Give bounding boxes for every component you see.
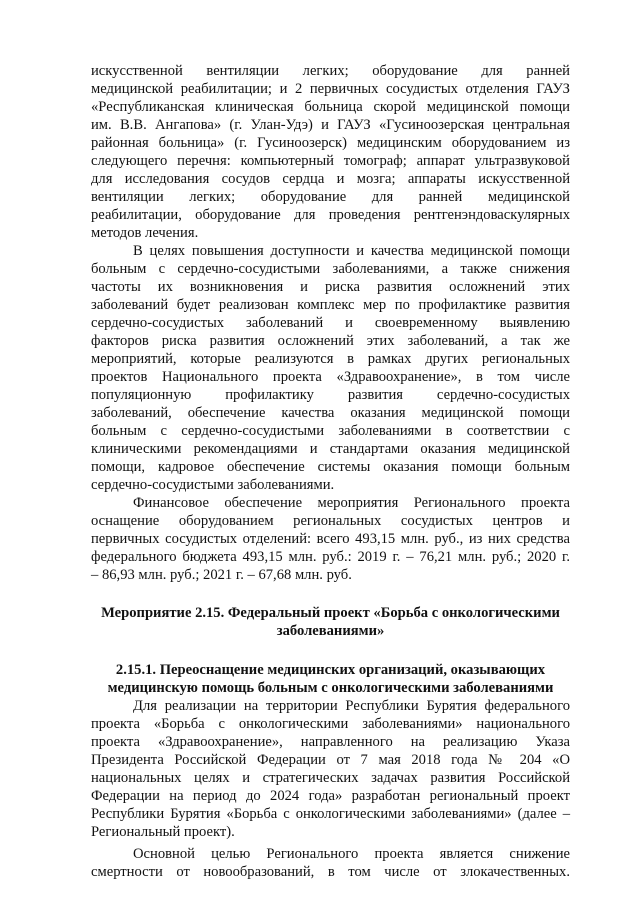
text-line: им. В.В. Ангапова» (г. Улан-Удэ) и ГАУЗ «Гусиноозерская центральная: [91, 117, 570, 133]
text-line: факторов риска развития осложнений этих заболеваний, а так же: [91, 333, 570, 349]
text-line: вентиляции легких; оборудование для ранней медицинской: [91, 189, 570, 205]
text-line: заболеваний, обеспечение качества оказания медицинской помощи: [91, 405, 570, 421]
text-line: первичных сосудистых отделений: всего 493,15 млн. руб., из них средства: [91, 531, 570, 547]
text-line: национальных целях и стратегических задачах развития Российской: [91, 770, 570, 786]
text-line: сердечно-сосудистых заболеваний и своевременному выявлению: [91, 315, 570, 331]
text-line: мероприятий, которые реализуются в рамках других региональных: [91, 351, 570, 367]
text-line: следующего перечня: компьютерный томограф; аппарат ультразвуковой: [91, 153, 570, 169]
text-line: клиническими рекомендациями и стандартами оказания медицинской: [91, 441, 570, 457]
text-line: Республики Бурятия «Борьба с онкологическими заболеваниями» (далее –: [91, 806, 570, 822]
text-line: популяционную профилактику развития сердечно-сосудистых: [91, 387, 570, 403]
text-line: районная больница» (г. Гусиноозерск) медицинским оборудованием из: [91, 135, 570, 151]
subsection-heading: 2.15.1. Переоснащение медицинских организаций, оказывающих: [115, 662, 546, 678]
text-line: смертности от новообразований, в том числе от злокачественных.: [91, 864, 570, 880]
text-line: Для реализации на территории Республики Бурятия федерального: [133, 698, 570, 714]
text-line: частоты их возникновения и риска развития осложнений этих: [91, 279, 570, 295]
text-line: Финансовое обеспечение мероприятия Регионального проекта: [133, 495, 570, 511]
text-line: Основной целью Регионального проекта является снижение: [133, 846, 570, 862]
text-line: искусственной вентиляции легких; оборудование для ранней: [91, 63, 570, 79]
text-line: Президента Российской Федерации от 7 мая 2018 года № 204 «О: [91, 752, 570, 768]
text-line: Федерации на период до 2024 года» разработан региональный проект: [91, 788, 570, 804]
text-line: сердечно-сосудистыми заболеваниями.: [91, 477, 335, 493]
text-line: – 86,93 млн. руб.; 2021 г. – 67,68 млн. руб.: [91, 567, 352, 583]
text-line: реабилитации, оборудование для проведения рентгенэндоваскулярных: [91, 207, 570, 223]
text-line: заболеваний будет реализован комплекс мер по профилактике развития: [91, 297, 570, 313]
text-line: «Республиканская клиническая больница скорой медицинской помощи: [91, 99, 570, 115]
text-line: В целях повышения доступности и качества медицинской помощи: [133, 243, 570, 259]
section-heading: заболеваниями»: [276, 623, 385, 639]
text-line: больным с сердечно-сосудистыми заболеваниями, а также снижения: [91, 261, 570, 277]
text-line: оснащение оборудованием региональных сосудистых центров и: [91, 513, 570, 529]
text-line: помощи, кадровое обеспечение системы оказания помощи больным: [91, 459, 570, 475]
text-line: федерального бюджета 493,15 млн. руб.: 2019 г. – 76,21 млн. руб.; 2020 г.: [91, 549, 570, 565]
text-line: больным с сердечно-сосудистыми заболеваниями в соответствии с: [91, 423, 570, 439]
text-line: проекта «Борьба с онкологическими заболеваниями» национального: [91, 716, 570, 732]
text-line: для исследования сосудов сердца и мозга; аппараты искусственной: [91, 171, 570, 187]
text-line: медицинской реабилитации; и 2 первичных сосудистых отделения ГАУЗ: [91, 81, 570, 97]
section-heading: Мероприятие 2.15. Федеральный проект «Борьба с онкологическими: [101, 605, 560, 621]
text-line: проектов Национального проекта «Здравоохранение», в том числе: [91, 369, 570, 385]
subsection-heading: медицинскую помощь больным с онкологическими заболеваниями: [107, 680, 554, 696]
text-line: проекта «Здравоохранение», направленного на реализацию Указа: [91, 734, 570, 750]
text-line: Региональный проект).: [91, 824, 235, 840]
text-line: методов лечения.: [91, 225, 199, 241]
